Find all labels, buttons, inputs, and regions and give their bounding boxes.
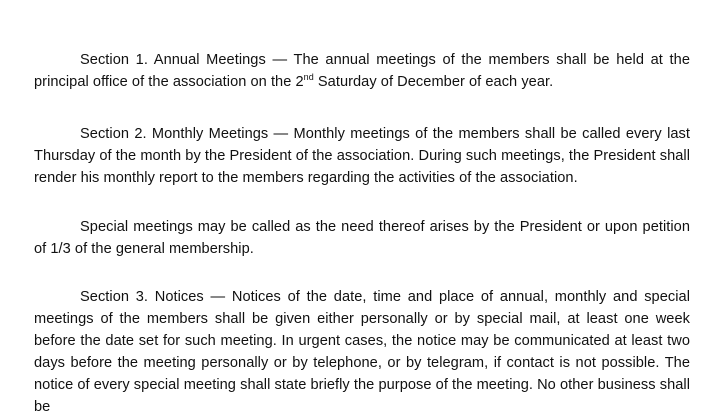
special-meetings-paragraph: Special meetings may be called as the need thereof arises by the President or upon petition of 1/3 of the general membership. [34, 219, 690, 257]
section-1-annual-meetings [34, 49, 690, 93]
section-1-text-before: Section 1. Annual Meetings — The annual meetings of the members shall be held at the principal office of the association on the 2 [34, 52, 690, 90]
section-2-monthly-meetings: Section 2. Monthly Meetings — Monthly meetings of the members shall be called every last Thursday of the month by the President of the association. During such meetings, the President shall render his monthly report to the members regarding the activities of the association. [34, 126, 690, 186]
section-1-text-after: Saturday of December of each year. [313, 74, 554, 90]
section-3-notices: Section 3. Notices — Notices of the date, time and place of annual, monthly and special meetings of the members shall be given either personally or by special mail, at least one week before the date set for such meeting. In urgent cases, the notice may be communicated at least two days before the meeting personally or by telephone, or by telegram, if contact is not possible. The notice of every special meeting shall state briefly the purpose of the meeting. No other business shall be [34, 289, 690, 415]
cut-off-text-line [34, 391, 690, 393]
section-1-superscript: nd [303, 72, 314, 83]
